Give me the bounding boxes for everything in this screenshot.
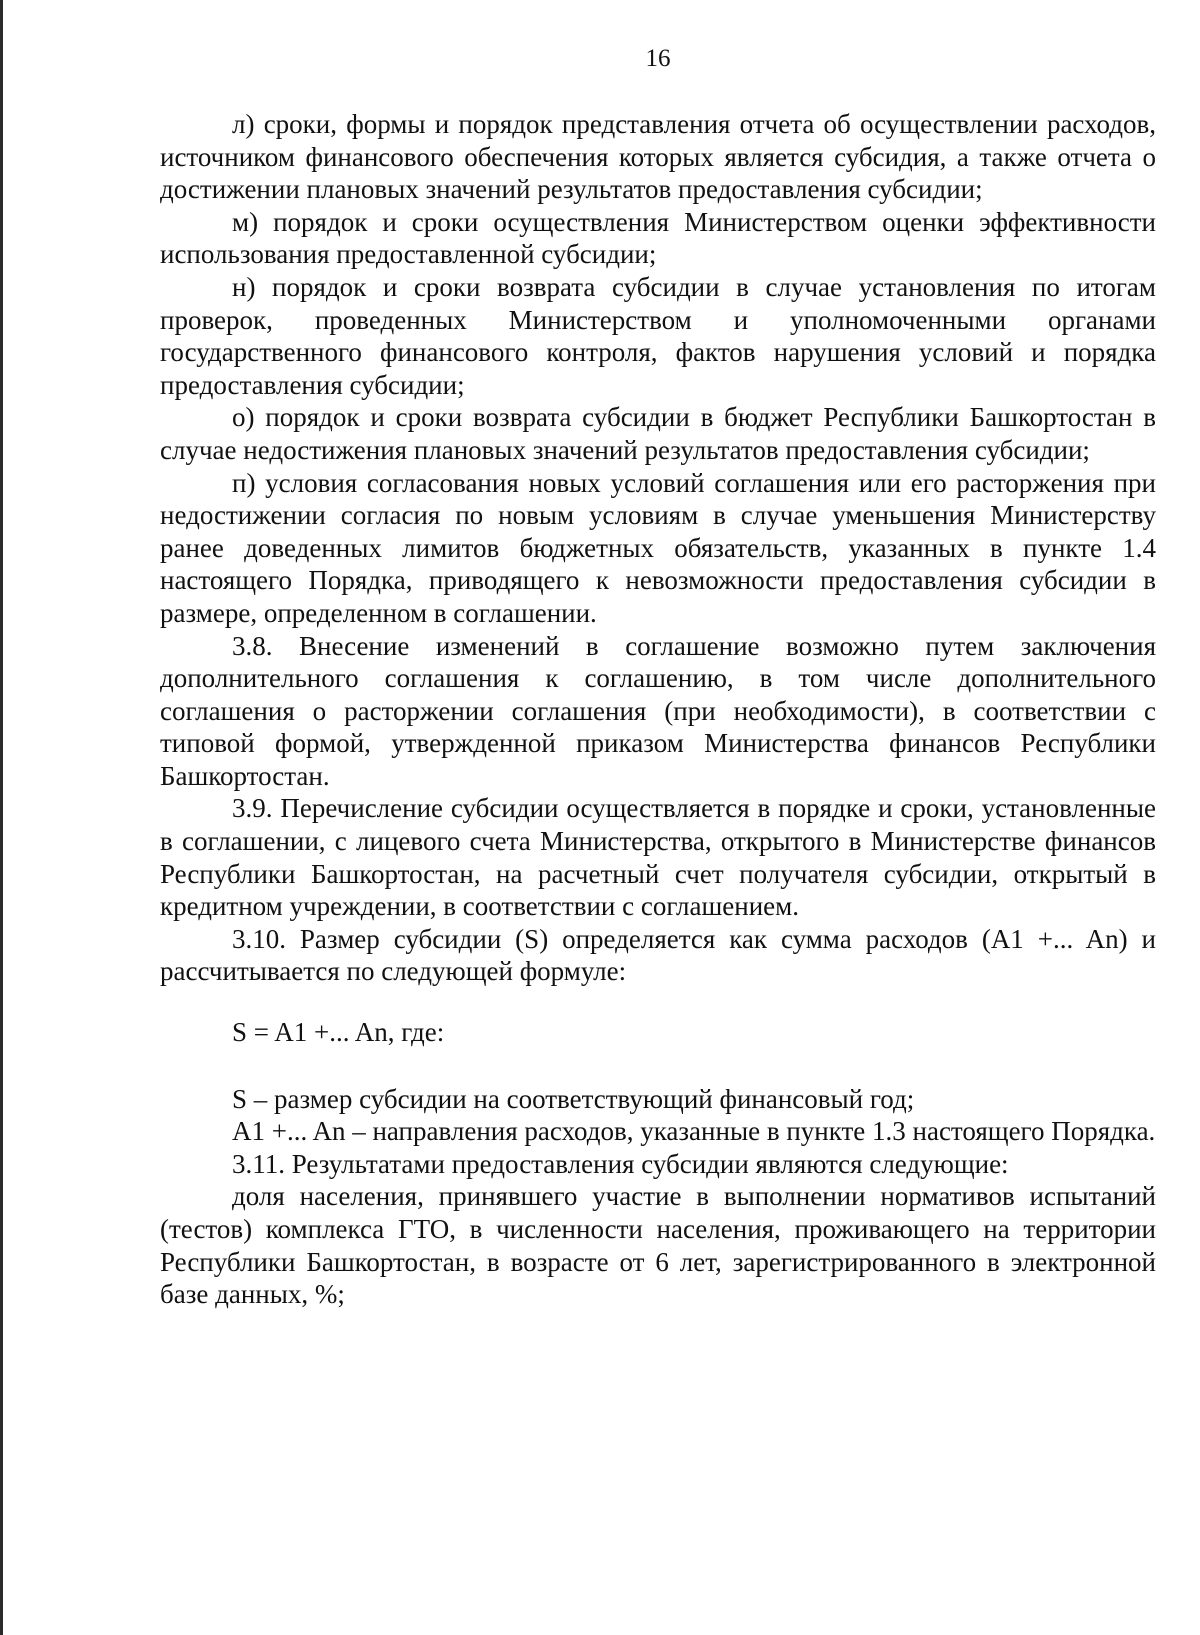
paragraph-n: н) порядок и сроки возврата субсидии в случае установления по итогам проверок, проведенных Министерством и уполномоченными органами государственного финансового контроля, фактов нарушения условий и порядка предоставления субсидии;	[160, 271, 1156, 400]
definition-a1-an: A1 +... An – направления расходов, указанные в пункте 1.3 настоящего Порядка.	[232, 1116, 1156, 1147]
page-number: 16	[645, 45, 671, 72]
result-indicator-paragraph: доля населения, принявшего участие в выполнении нормативов испытаний (тестов) комплекса ГТО, в численности населения, проживающего на территории Республики Башкортостан, в возрасте от 6 лет, зарегистрированного в электронной базе данных, %;	[160, 1181, 1156, 1310]
subsidy-formula: S = A1 +... An, где:	[232, 1017, 445, 1048]
paragraph-3-11: 3.11. Результатами предоставления субсидии являются следующие:	[232, 1148, 1009, 1179]
paragraph-m: м) порядок и сроки осуществления Министерством оценки эффективности использования предоставленной субсидии;	[160, 206, 1156, 270]
document-body	[160, 108, 1156, 1311]
paragraph-3-8: 3.8. Внесение изменений в соглашение возможно путем заключения дополнительного соглашения к соглашению, в том числе дополнительного соглашения о расторжении соглашения (при необходимости), в соответствии с типовой формой, утвержденной приказом Министерства финансов Республики Башкортостан.	[160, 630, 1156, 791]
definition-s: S – размер субсидии на соответствующий финансовый год;	[232, 1083, 915, 1114]
paragraph-p: п) условия согласования новых условий соглашения или его расторжения при недостижении согласия по новым условиям в случае уменьшения Министерству ранее доведенных лимитов бюджетных обязательств, указанных в пункте 1.4 настоящего Порядка, приводящего к невозможности предоставления субсидии в размере, определенном в соглашении.	[160, 467, 1156, 628]
paragraph-l: л) сроки, формы и порядок представления отчета об осуществлении расходов, источником финансового обеспечения которых является субсидия, а также отчета о достижении плановых значений результатов предоставления субсидии;	[160, 109, 1156, 205]
paragraph-3-9: 3.9. Перечисление субсидии осуществляется в порядке и сроки, установленные в соглашении, с лицевого счета Министерства, открытого в Министерстве финансов Республики Башкортостан, на расчетный счет получателя субсидии, открытый в кредитном учреждении, в соответствии с соглашением.	[160, 793, 1156, 922]
scan-edge-line	[0, 0, 3, 1635]
paragraph-o: о) порядок и сроки возврата субсидии в бюджет Республики Башкортостан в случае недостижения плановых значений результатов предоставления субсидии;	[160, 402, 1156, 465]
paragraph-3-10: 3.10. Размер субсидии (S) определяется как сумма расходов (A1 +... An) и рассчитывается по следующей формуле:	[160, 923, 1156, 987]
